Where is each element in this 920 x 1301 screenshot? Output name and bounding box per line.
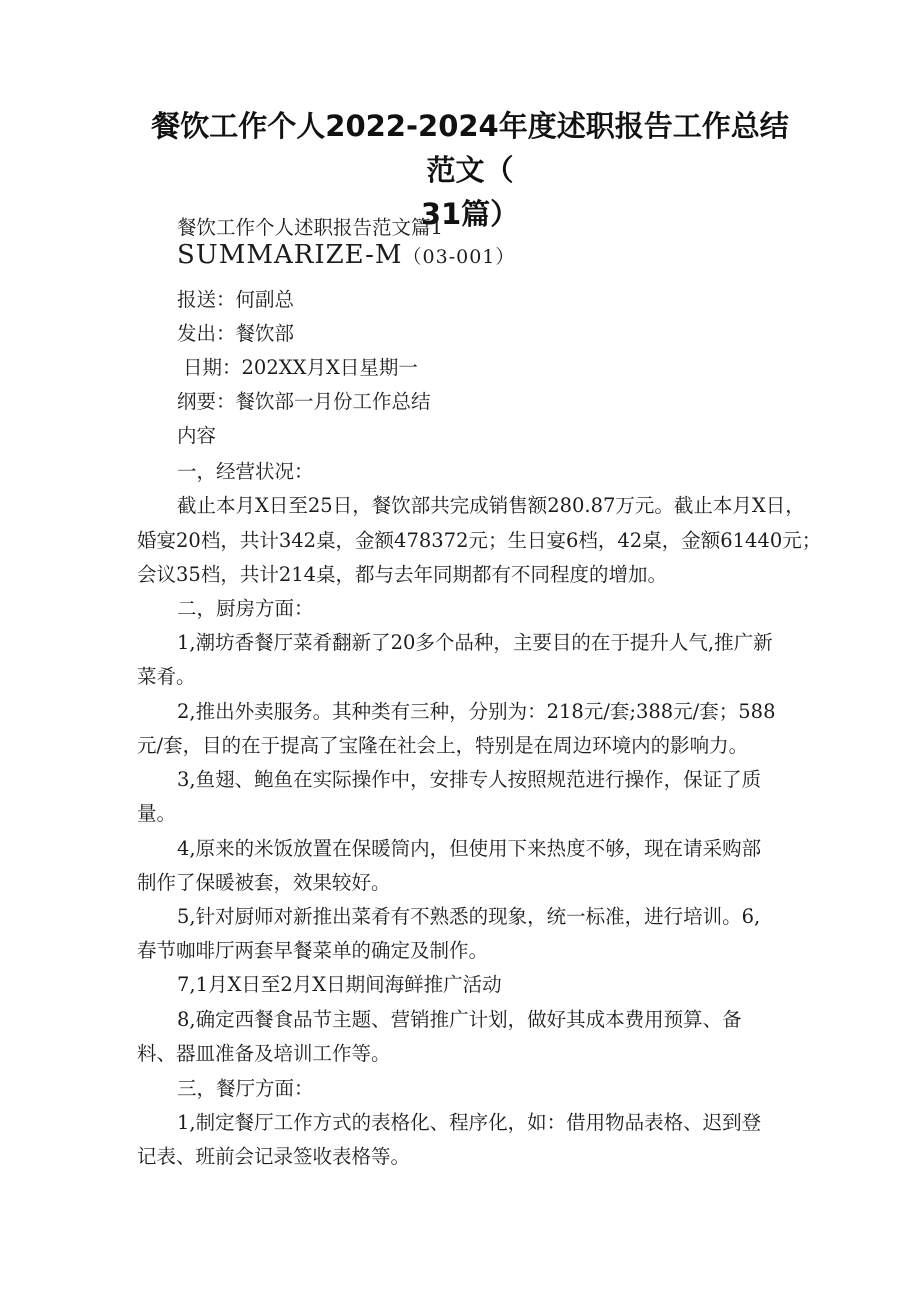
item-4-cont: 制作了保暖被套，效果较好。: [137, 871, 391, 894]
title-line-2: 31篇）: [420, 197, 520, 231]
item-8: 8,确定西餐食品节主题、营销推广计划，做好其成本费用预算、备: [177, 1008, 742, 1031]
s3-item-1: 1,制定餐厅工作方式的表格化、程序化，如：借用物品表格、迟到登: [177, 1111, 762, 1134]
item-1-cont: 菜肴。: [137, 665, 196, 688]
code-number: （03-001）: [402, 246, 516, 268]
code-text: SUMMARIZE-M: [177, 240, 403, 270]
section3-heading: 三，餐厅方面：: [177, 1077, 314, 1100]
document-code: [177, 240, 515, 270]
item-1: 1,潮坊香餐厅菜肴翻新了20多个品种，主要目的在于提升人气,推广新: [177, 631, 773, 654]
from: 发出：餐饮部: [177, 322, 295, 345]
section1-line: 婚宴20档，共计342桌，金额478372元；生日宴6档，42桌，金额61440元；: [137, 529, 822, 552]
content-label: 内容: [177, 424, 217, 447]
subheading: 餐饮工作个人述职报告范文篇1: [177, 216, 443, 239]
item-7: 7,1月X日至2月X日期间海鲜推广活动: [177, 973, 502, 996]
item-3: 3,鱼翅、鲍鱼在实际操作中，安排专人按照规范进行操作，保证了质: [177, 768, 762, 791]
item-3-cont: 量。: [137, 802, 177, 825]
report-to: 报送：何副总: [177, 288, 295, 311]
item-2: 2,推出外卖服务。其种类有三种，分别为：218元/套;388元/套；588: [177, 700, 776, 723]
item-5: 5,针对厨师对新推出菜肴有不熟悉的现象，统一标准，进行培训。6,: [177, 905, 761, 928]
date: 日期：202XX月X日星期一: [183, 356, 418, 379]
summary: 纲要：餐饮部一月份工作总结: [177, 390, 431, 413]
title-line-1: 餐饮工作个人2022-2024年度述职报告工作总结范文（: [151, 109, 789, 187]
section1-line: 会议35档，共计214桌，都与去年同期都有不同程度的增加。: [137, 563, 668, 586]
s3-item-1-cont: 记表、班前会记录签收表格等。: [137, 1145, 411, 1168]
section2-heading: 二，厨房方面：: [177, 597, 314, 620]
item-8-cont: 料、器皿准备及培训工作等。: [137, 1042, 391, 1065]
section1-line: 截止本月X日至25日，餐饮部共完成销售额280.87万元。截止本月X日，: [177, 494, 805, 517]
item-4: 4,原来的米饭放置在保暖筒内，但使用下来热度不够，现在请采购部: [177, 837, 762, 860]
section1-heading: 一，经营状况：: [177, 460, 314, 483]
item-5-cont: 春节咖啡厅两套早餐菜单的确定及制作。: [137, 939, 489, 962]
item-2-cont: 元/套，目的在于提高了宝隆在社会上，特别是在周边环境内的影响力。: [137, 734, 749, 757]
